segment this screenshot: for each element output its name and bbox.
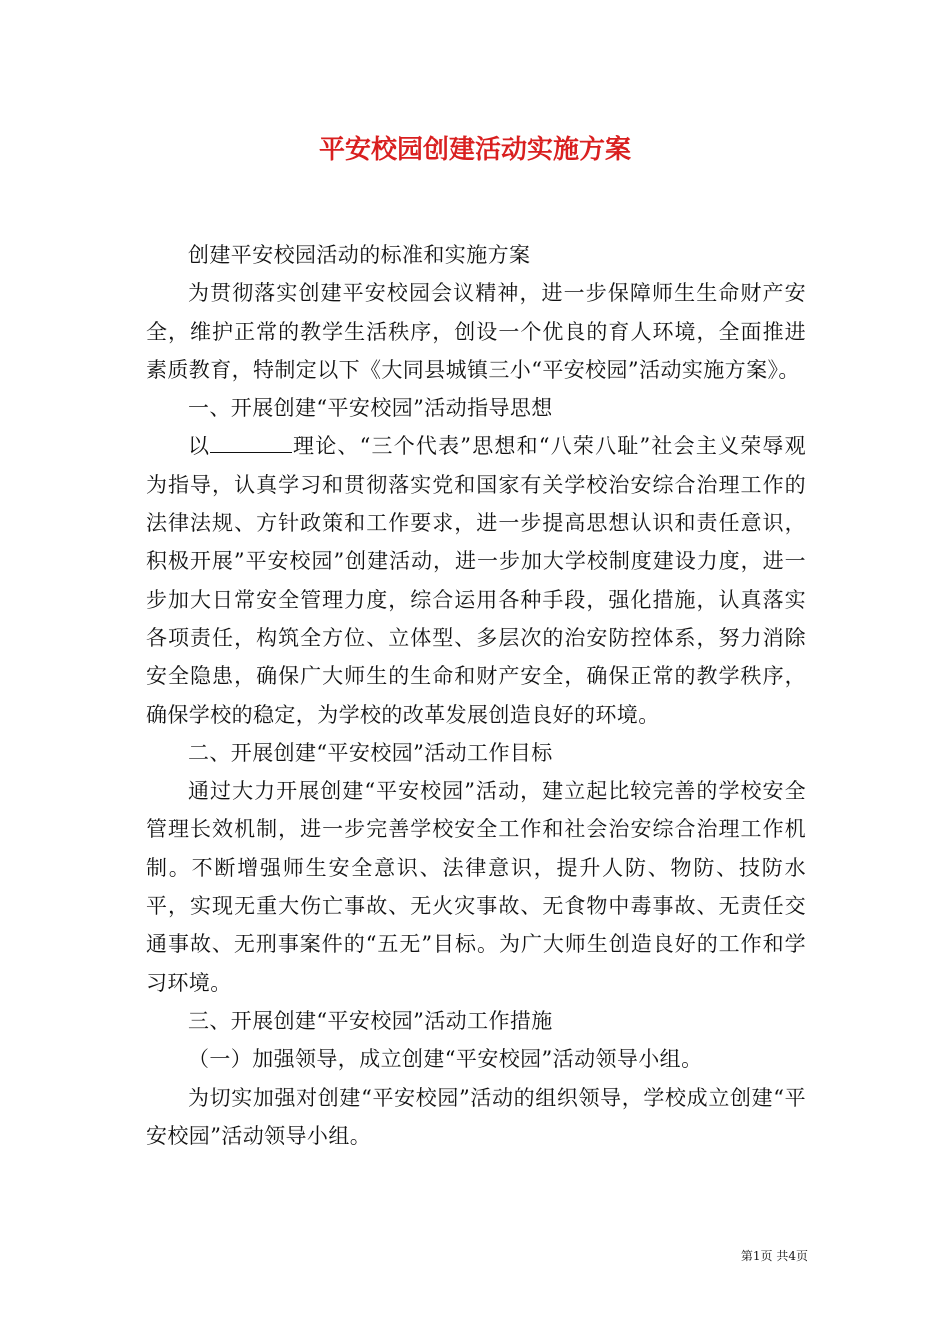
document-subtitle: 创建平安校园活动的标准和实施方案 <box>188 243 531 267</box>
paragraph-text-after-blank: 理论、“三个代表”思想和“八荣八耻”社会主义荣辱观为指导，认真学习和贯彻落实党和国家有关学校治安综合治理工作的法律法规、方针政策和工作要求，进一步提高思想认识和责任意识，积极开展”平安校园”创建活动，进一步加大学校制度建设力度，进一步加大日常安全管理力度，综合运用各种手段，强化措施，认真落实各项责任，构筑全方位、立体型、多层次的治安防控体系，努力消除安全隐患，确保广大师生的生命和财产安全，确保正常的教学秩序，确保学校的稳定，为学校的改革发展创造良好的环境。 <box>146 434 806 727</box>
page-footer <box>741 1248 808 1264</box>
guiding-ideology-paragraph <box>146 427 806 733</box>
total-pages-number: 4 <box>788 1249 796 1263</box>
subsection-heading-1: （一）加强领导，成立创建“平安校园”活动领导小组。 <box>188 1047 703 1072</box>
footer-middle: 页 共 <box>760 1249 789 1263</box>
footer-prefix: 第 <box>740 1249 753 1263</box>
document-body <box>146 236 806 1155</box>
footer-suffix: 页 <box>795 1249 808 1263</box>
fill-in-blank <box>210 434 292 453</box>
current-page-number: 1 <box>752 1249 761 1263</box>
page-title: 平安校园创建活动实施方案 <box>318 135 631 165</box>
leadership-paragraph: 为切实加强对创建“平安校园”活动的组织领导，学校成立创建“平安校园”活动领导小组。 <box>146 1085 806 1148</box>
section-heading-3: 三、开展创建“平安校园”活动工作措施 <box>188 1008 553 1033</box>
paragraph-text-before-blank: 以 <box>188 434 211 459</box>
section-heading-1: 一、开展创建“平安校园”活动指导思想 <box>188 396 553 421</box>
section-heading-2: 二、开展创建“平安校园”活动工作目标 <box>188 740 553 765</box>
intro-paragraph: 为贯彻落实创建平安校园会议精神，进一步保障师生生命财产安全，维护正常的教学生活秩序，创设一个优良的育人环境，全面推进素质教育，特制定以下《大同县城镇三小“平安校园”活动实施方案》。 <box>146 281 806 382</box>
goals-paragraph: 通过大力开展创建“平安校园”活动，建立起比较完善的学校安全管理长效机制，进一步完善学校安全工作和社会治安综合治理工作机制。不断增强师生安全意识、法律意识，提升人防、物防、技防水平，实现无重大伤亡事故、无火灾事故、无食物中毒事故、无责任交通事故、无刑事案件的“五无”目标。为广大师生创造良好的工作和学习环境。 <box>146 779 806 995</box>
